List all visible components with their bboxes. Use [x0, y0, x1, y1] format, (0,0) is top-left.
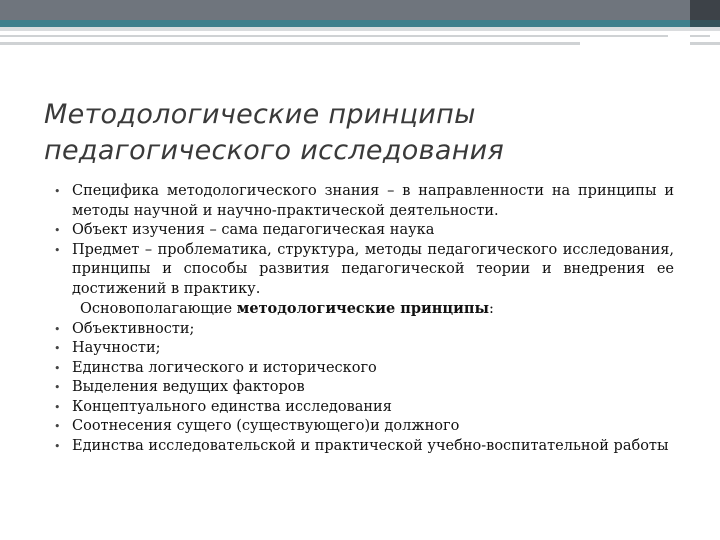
list-item-text: Предмет – проблематика, структура, методы педагогического исследования, принципы и способы развития педагогической теории и внедрения ее достижений в практику.: [72, 241, 674, 297]
subheading-suffix: :: [489, 301, 494, 317]
list-item: [52, 437, 674, 457]
slide-title-line: Методологические принципы: [44, 99, 476, 130]
bullet-icon: •: [54, 322, 61, 336]
slide-body: [52, 182, 674, 456]
list-item: [52, 417, 674, 437]
list-item: [52, 359, 674, 379]
bullet-icon: •: [54, 185, 61, 198]
header-bar-accent: [0, 20, 690, 27]
list-item: [52, 378, 674, 398]
bullet-icon: •: [54, 243, 61, 257]
subheading-emphasis: методологические принципы: [236, 300, 489, 317]
list-item-text: Научности;: [72, 340, 161, 356]
header-rule: [690, 42, 720, 45]
bullet-icon: •: [54, 400, 61, 414]
list-item: [52, 339, 674, 359]
header-rule: [690, 35, 710, 37]
principles-subheading: [52, 299, 674, 320]
header-bar-light: [0, 27, 720, 31]
list-item-text: Соотнесения сущего (существующего)и должного: [72, 418, 460, 434]
list-item-text: Выделения ведущих факторов: [72, 379, 305, 395]
header-bar-accent-end: [690, 20, 720, 27]
header-bar-dark-end: [690, 0, 720, 20]
list-item-text: Единства исследовательской и практической учебно-воспитательной работы: [72, 437, 669, 454]
slide-title: [44, 97, 684, 169]
header-bar-dark: [0, 0, 720, 20]
list-item-text: Концептуального единства исследования: [72, 398, 392, 415]
slide-title-line: педагогического исследования: [44, 135, 505, 166]
list-item-text: Единства логического и исторического: [72, 359, 377, 376]
list-item-text: Специфика методологического знания – в направленности на принципы и методы научной и научно-практической деятельности.: [72, 183, 674, 219]
bullet-icon: •: [54, 439, 61, 453]
list-item: [52, 398, 674, 418]
bullet-icon: •: [54, 342, 61, 355]
header-rule: [0, 42, 580, 45]
list-item-text: Объективности;: [72, 320, 195, 337]
subheading-text: Основополагающие: [80, 301, 237, 317]
list-item: [52, 320, 674, 340]
bullet-icon: •: [54, 381, 61, 394]
header-rule: [0, 35, 668, 37]
bullet-icon: •: [54, 361, 61, 375]
bullet-icon: •: [54, 224, 61, 237]
list-item-text: Объект изучения – сама педагогическая наука: [72, 222, 435, 238]
list-item: [52, 221, 674, 241]
list-item: [52, 182, 674, 221]
list-item: [52, 241, 674, 300]
bullet-icon: •: [54, 420, 61, 433]
